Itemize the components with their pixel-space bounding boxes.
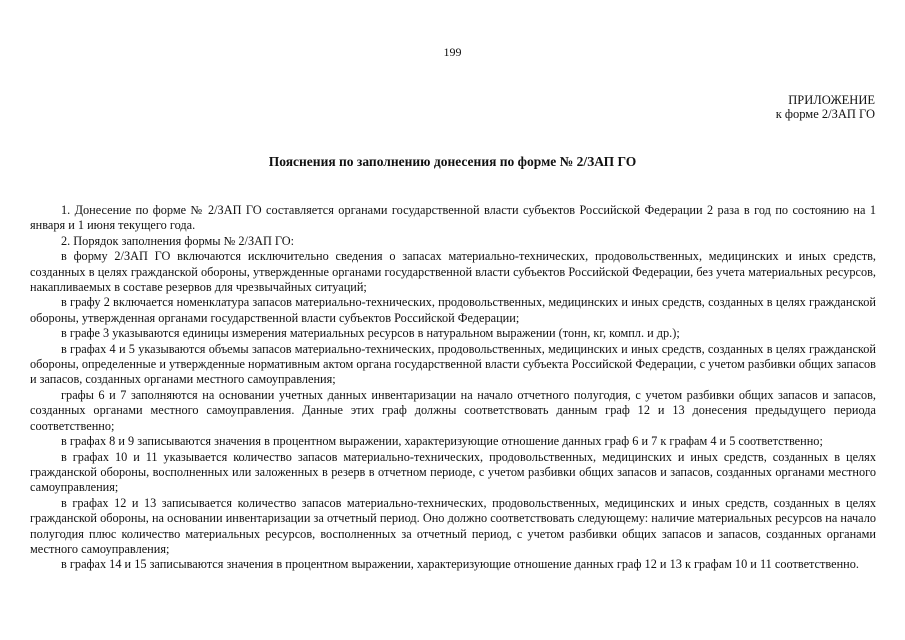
- paragraph-4: в графу 2 включается номенклатура запасов материально-технических, продовольственных, медицинских и иных средств, созданных в целях гражданской обороны, утвержденная органами государственной власти субъектов Российской Федерации;: [30, 295, 876, 325]
- page-number: 199: [443, 45, 462, 59]
- paragraph-11: в графах 14 и 15 записываются значения в процентном выражении, характеризующие отношение данных граф 12 и 13 к графам 10 и 11 соответственно.: [61, 557, 859, 572]
- appendix-line-1: ПРИЛОЖЕНИЕ: [788, 93, 875, 107]
- paragraph-5: в графе 3 указываются единицы измерения материальных ресурсов в натуральном выражении (тонн, кг, компл. и др.);: [61, 326, 680, 341]
- paragraph-2: 2. Порядок заполнения формы № 2/ЗАП ГО:: [61, 233, 295, 248]
- paragraph-9: в графах 10 и 11 указывается количество запасов материально-технических, продовольственных, медицинских и иных средств, созданных в целях гражданской обороны, восполненных или заложенных в резерв в отчетном периоде, с учетом разбивки общих запасов и запасов, созданных органами местного самоуправления;: [30, 449, 876, 495]
- paragraph-7: графы 6 и 7 заполняются на основании учетных данных инвентаризации на начало отчетного полугодия, с учетом разбивки общих запасов и запасов, созданных органами местного самоуправления. Данные этих граф должны соответствовать данным граф 12 и 13 донесения предыдущего периода соответственно;: [30, 387, 876, 433]
- paragraph-8: в графах 8 и 9 записываются значения в процентном выражении, характеризующие отношение данных граф 6 и 7 к графам 4 и 5 соответственно;: [61, 434, 823, 449]
- paragraph-6: в графах 4 и 5 указываются объемы запасов материально-технических, продовольственных, медицинских и иных средств, созданных в целях гражданской обороны, определенные и утвержденные нормативным актом органа государственной власти субъекта Российской Федерации, с учетом разбивки общих запасов и запасов, созданных органами местного самоуправления;: [30, 341, 876, 387]
- document-title: Пояснения по заполнению донесения по форме № 2/ЗАП ГО: [268, 154, 637, 169]
- paragraph-1: 1. Донесение по форме № 2/ЗАП ГО составляется органами государственной власти субъектов Российской Федерации 2 раза в год по состоянию на 1 января и 1 июня текущего года.: [30, 203, 876, 233]
- document-body: [30, 203, 876, 573]
- paragraph-3: в форму 2/ЗАП ГО включаются исключительно сведения о запасах материально-технических, продовольственных, медицинских и иных средств, созданных в целях гражданской обороны, утвержденные органами государственной власти субъектов Российской Федерации, без учета материальных ресурсов, накапливаемых в составе резервов для чрезвычайных ситуаций;: [30, 249, 876, 295]
- appendix-line-2: к форме 2/ЗАП ГО: [775, 107, 875, 121]
- paragraph-10: в графах 12 и 13 записывается количество запасов материально-технических, продовольственных, медицинских и иных средств, созданных в целях гражданской обороны, на основании инвентаризации за отчетный период. Оно должно соответствовать следующему: наличие материальных ресурсов на начало полугодия плюс количество материальных ресурсов, восполненных за отчетный период, с учетом разбивки общих запасов и запасов, созданных органами местного самоуправления;: [30, 495, 876, 556]
- appendix-label: [776, 93, 875, 121]
